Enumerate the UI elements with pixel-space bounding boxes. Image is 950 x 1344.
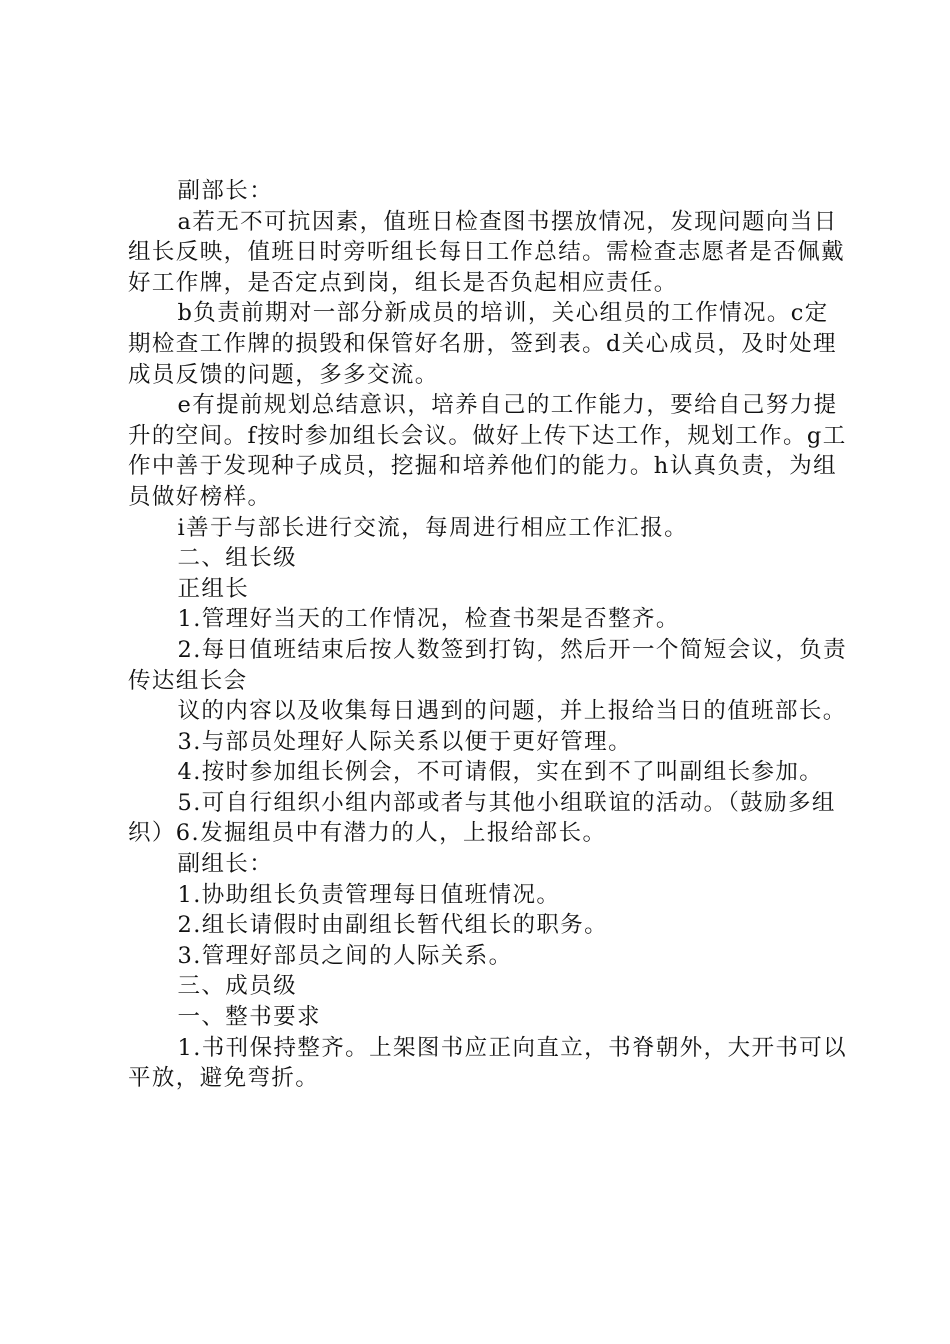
paragraph-item-i: i善于与部长进行交流，每周进行相应工作汇报。 bbox=[177, 514, 688, 541]
paragraph-leader-duty-5-6: 5.可自行组织小组内部或者与其他小组联谊的活动。（鼓励多组织）6.发掘组员中有潜力的人，上报给部长。 bbox=[128, 789, 836, 847]
paragraph-items-b-c-d: b负责前期对一部分新成员的培训，关心组员的工作情况。c定期检查工作牌的损毁和保管好名册，签到表。d关心成员，及时处理成员反馈的问题，多多交流。 bbox=[128, 300, 837, 388]
paragraph-leader-duty-4: 4.按时参加组长例会，不可请假，实在到不了叫副组长参加。 bbox=[177, 759, 824, 786]
paragraph-items-e-f-g-h: e有提前规划总结意识，培养自己的工作能力，要给自己努力提升的空间。f按时参加组长会议。做好上传下达工作，规划工作。g工作中善于发现种子成员，挖掘和培养他们的能力。h认真负责，为组员做好榜样。 bbox=[128, 392, 847, 510]
section-heading-member: 三、成员级 bbox=[177, 973, 298, 1000]
document-body bbox=[128, 176, 850, 1094]
paragraph-item-a: a若无不可抗因素，值班日检查图书摆放情况，发现问题向当日组长反映，值班日时旁听组长每日工作总结。需检查志愿者是否佩戴好工作牌，是否定点到岗，组长是否负起相应责任。 bbox=[128, 208, 846, 296]
paragraph-leader-duty-1: 1.管理好当天的工作情况，检查书架是否整齐。 bbox=[177, 606, 680, 633]
paragraph-vice-leader-duty-3: 3.管理好部员之间的人际关系。 bbox=[177, 942, 513, 969]
paragraph-vice-leader-duty-2: 2.组长请假时由副组长暂代组长的职务。 bbox=[177, 912, 609, 939]
subheading-group-leader: 正组长 bbox=[177, 575, 250, 602]
paragraph-book-rule-1: 1.书刊保持整齐。上架图书应正向直立，书脊朝外，大开书可以平放，避免弯折。 bbox=[128, 1034, 848, 1092]
paragraph-leader-duty-2: 2.每日值班结束后按人数签到打钩，然后开一个简短会议，负责传达组长会 bbox=[128, 636, 848, 694]
section-heading-group-leader: 二、组长级 bbox=[177, 545, 298, 572]
paragraph-leader-duty-2-continued: 议的内容以及收集每日遇到的问题，并上报给当日的值班部长。 bbox=[177, 698, 847, 725]
paragraph-vice-leader-duty-1: 1.协助组长负责管理每日值班情况。 bbox=[177, 881, 561, 908]
subheading-vice-group-leader: 副组长： bbox=[177, 851, 274, 878]
subheading-book-arrangement: 一、整书要求 bbox=[177, 1004, 321, 1031]
paragraph-vice-minister-heading: 副部长： bbox=[177, 178, 274, 204]
paragraph-leader-duty-3: 3.与部员处理好人际关系以便于更好管理。 bbox=[177, 728, 632, 755]
